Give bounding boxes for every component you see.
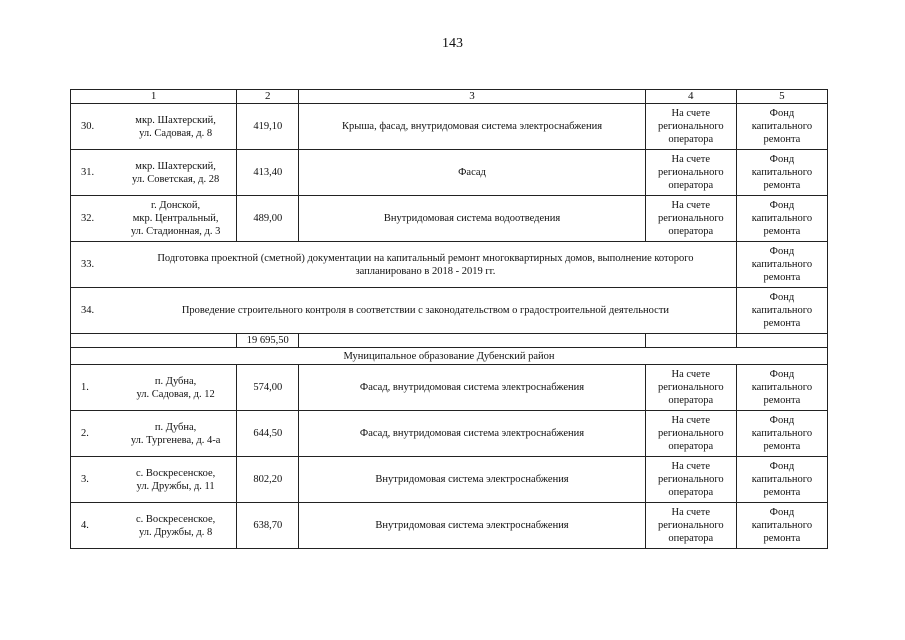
funding-source-cell: [736, 503, 827, 549]
funding-line: Фонд: [769, 154, 795, 165]
row-number: 33.: [81, 259, 95, 270]
funding-line: ремонта: [763, 318, 801, 329]
address: [117, 160, 234, 186]
account-line: оператора: [668, 134, 714, 145]
row-number: 4.: [81, 520, 89, 531]
funding-line: капитального: [751, 305, 813, 316]
column-header: 5: [736, 90, 827, 104]
account-line: оператора: [668, 180, 714, 191]
account-line: регионального: [657, 520, 724, 531]
empty-cell: [299, 334, 645, 348]
address: [117, 513, 234, 539]
row-number: 34.: [81, 305, 95, 316]
address: [117, 114, 234, 140]
address-line: ул. Садовая, д. 8: [139, 127, 213, 139]
address-cell: [71, 457, 237, 503]
funding-source-cell: [736, 196, 827, 242]
address-cell: [71, 196, 237, 242]
funding-source-cell: [736, 104, 827, 150]
address: [117, 375, 234, 401]
account-line: регионального: [657, 121, 724, 132]
cost-cell: 419,10: [237, 104, 299, 150]
cost-cell: 574,00: [237, 365, 299, 411]
table-row: [71, 104, 828, 150]
description-text: Подготовка проектной (сметной) документации на капитальный ремонт многоквартирных домов, выполнение которого запланировано в 2018 - 2019 гг.: [157, 252, 694, 277]
funding-line: Фонд: [769, 369, 795, 380]
column-header: 3: [299, 90, 645, 104]
account-line: оператора: [668, 226, 714, 237]
funding-line: капитального: [751, 121, 813, 132]
account-line: регионального: [657, 428, 724, 439]
cost-cell: 802,20: [237, 457, 299, 503]
column-header: 2: [237, 90, 299, 104]
column-header: 1: [71, 90, 237, 104]
account-line: регионального: [657, 382, 724, 393]
cost-cell: 489,00: [237, 196, 299, 242]
work-type-cell: Внутридомовая система водоотведения: [299, 196, 645, 242]
funding-line: Фонд: [769, 246, 795, 257]
account-line: На счете: [671, 200, 711, 211]
table-row: [71, 288, 828, 334]
work-type-cell: Внутридомовая система электроснабжения: [299, 503, 645, 549]
address: [117, 199, 234, 238]
account-line: оператора: [668, 441, 714, 452]
address-cell: [71, 411, 237, 457]
funding-source-cell: [736, 150, 827, 196]
cost-cell: 638,70: [237, 503, 299, 549]
row-number: 32.: [81, 213, 95, 224]
address-cell: [71, 104, 237, 150]
account-cell: [645, 411, 736, 457]
funding-source-cell: [736, 457, 827, 503]
table-row: [71, 196, 828, 242]
empty-cell: [71, 334, 237, 348]
repair-plan-table: [70, 89, 828, 549]
page-number: 143: [442, 36, 463, 51]
account-line: оператора: [668, 395, 714, 406]
section-title: Муниципальное образование Дубенский район: [71, 348, 828, 365]
funding-line: ремонта: [763, 180, 801, 191]
table-row: [71, 365, 828, 411]
funding-source-cell: [736, 242, 827, 288]
account-cell: [645, 104, 736, 150]
funding-source-cell: [736, 365, 827, 411]
funding-line: капитального: [751, 520, 813, 531]
address-cell: [71, 503, 237, 549]
funding-line: ремонта: [763, 487, 801, 498]
account-cell: [645, 365, 736, 411]
funding-line: капитального: [751, 428, 813, 439]
funding-line: ремонта: [763, 441, 801, 452]
funding-line: Фонд: [769, 200, 795, 211]
funding-source-cell: [736, 288, 827, 334]
account-line: регионального: [657, 167, 724, 178]
cost-cell: 413,40: [237, 150, 299, 196]
row-number: 1.: [81, 382, 89, 393]
funding-line: капитального: [751, 474, 813, 485]
header-row: [71, 90, 828, 104]
address-line: с. Воскресенское,: [135, 467, 216, 479]
account-cell: [645, 196, 736, 242]
funding-line: капитального: [751, 259, 813, 270]
work-type-cell: Фасад, внутридомовая система электроснабжения: [299, 365, 645, 411]
address-line: ул. Стадионная, д. 3: [130, 226, 221, 237]
address-line: ул. Дружбы, д. 11: [136, 480, 215, 492]
address-line: п. Дубна,: [154, 375, 197, 387]
work-type-cell: Крыша, фасад, внутридомовая система электроснабжения: [299, 104, 645, 150]
account-line: оператора: [668, 533, 714, 544]
funding-source-cell: [736, 411, 827, 457]
account-line: На счете: [671, 507, 711, 518]
address: [117, 421, 234, 447]
row-number: 3.: [81, 474, 89, 485]
funding-line: капитального: [751, 213, 813, 224]
address-line: с. Воскресенское,: [135, 513, 216, 525]
account-line: На счете: [671, 415, 711, 426]
account-cell: [645, 503, 736, 549]
funding-line: ремонта: [763, 395, 801, 406]
address-line: мкр. Шахтерский,: [135, 160, 216, 172]
funding-line: капитального: [751, 382, 813, 393]
funding-line: Фонд: [769, 108, 795, 119]
column-header: 4: [645, 90, 736, 104]
account-line: оператора: [668, 487, 714, 498]
address-line: ул. Тургенева, д. 4-а: [130, 434, 221, 446]
total-row: [71, 334, 828, 348]
address-line: п. Дубна,: [154, 421, 197, 433]
address: [117, 467, 234, 493]
account-line: На счете: [671, 154, 711, 165]
table-row: [71, 457, 828, 503]
funding-line: Фонд: [769, 507, 795, 518]
row-number: 31.: [81, 167, 95, 178]
work-type-cell: Внутридомовая система электроснабжения: [299, 457, 645, 503]
funding-line: Фонд: [769, 415, 795, 426]
address-line: мкр. Центральный,: [132, 213, 219, 224]
funding-line: Фонд: [769, 292, 795, 303]
cost-cell: 644,50: [237, 411, 299, 457]
description-text: Проведение строительного контроля в соответствии с законодательством о градостроительной деятельности: [181, 305, 670, 316]
account-line: На счете: [671, 461, 711, 472]
funding-line: ремонта: [763, 272, 801, 283]
funding-line: ремонта: [763, 134, 801, 145]
description-cell: [71, 288, 737, 334]
work-type-cell: Фасад: [299, 150, 645, 196]
account-line: регионального: [657, 213, 724, 224]
address-line: мкр. Шахтерский,: [135, 114, 216, 126]
address-line: ул. Советская, д. 28: [131, 173, 220, 185]
work-type-cell: Фасад, внутридомовая система электроснабжения: [299, 411, 645, 457]
funding-line: капитального: [751, 167, 813, 178]
funding-line: Фонд: [769, 461, 795, 472]
address-line: г. Донской,: [151, 200, 201, 211]
funding-line: ремонта: [763, 533, 801, 544]
funding-line: ремонта: [763, 226, 801, 237]
table-row: [71, 503, 828, 549]
account-line: На счете: [671, 108, 711, 119]
table-row: [71, 411, 828, 457]
table-row: [71, 150, 828, 196]
account-line: регионального: [657, 474, 724, 485]
empty-cell: [645, 334, 736, 348]
table-row: [71, 242, 828, 288]
account-line: На счете: [671, 369, 711, 380]
account-cell: [645, 150, 736, 196]
account-cell: [645, 457, 736, 503]
row-number: 2.: [81, 428, 89, 439]
section-row: [71, 348, 828, 365]
address-cell: [71, 150, 237, 196]
table-body: [71, 90, 828, 549]
description-cell: [71, 242, 737, 288]
total-value: 19 695,50: [237, 334, 299, 348]
address-line: ул. Садовая, д. 12: [136, 388, 215, 400]
empty-cell: [736, 334, 827, 348]
address-line: ул. Дружбы, д. 8: [138, 526, 213, 538]
row-number: 30.: [81, 121, 95, 132]
address-cell: [71, 365, 237, 411]
